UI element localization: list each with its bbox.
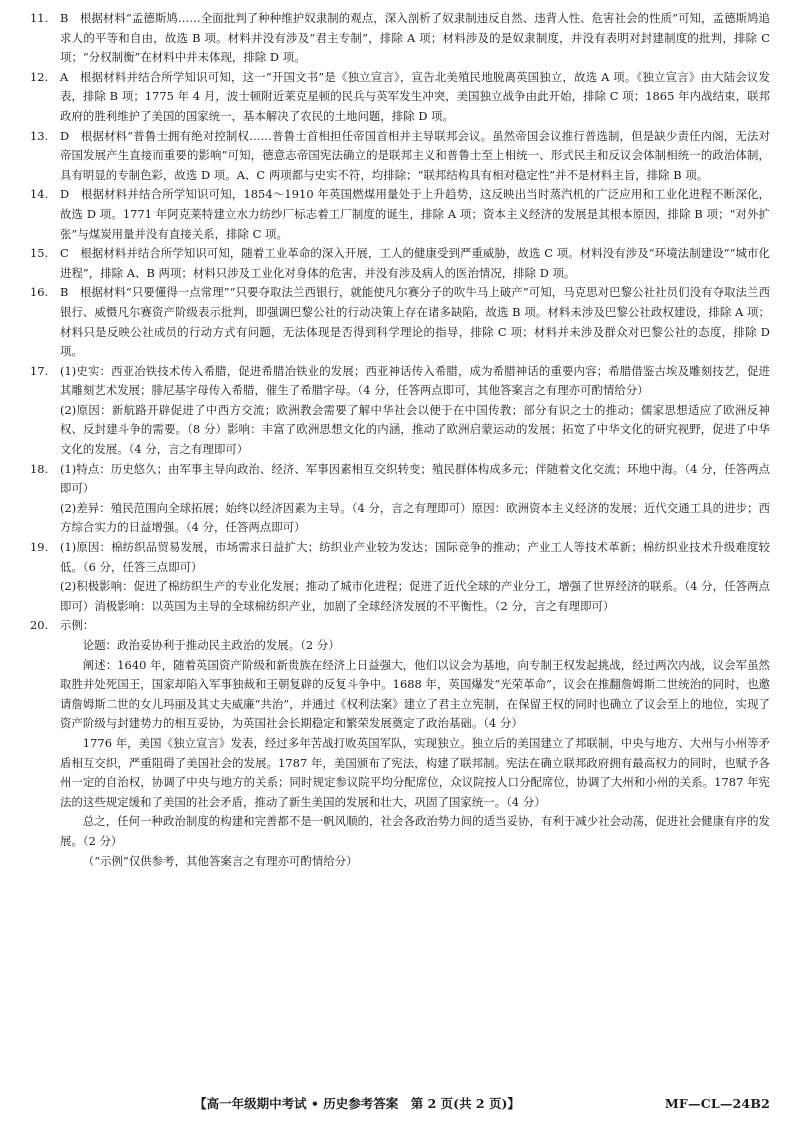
question-number: 17.: [30, 363, 49, 378]
answer-item-17: [30, 362, 770, 460]
page-footer: [0, 1094, 800, 1112]
question-number: 16.: [30, 285, 49, 300]
footer-code: MF—CL—24B2: [664, 1095, 770, 1111]
answer-text: [60, 9, 770, 68]
question-number: 19.: [30, 540, 49, 555]
answer-paragraph: (2)积极影响：促进了棉纺织生产的专业化发展；推动了城市化进程；促进了近代全球的产业分工，增强了世界经济的联系。（4 分，任答两点即可）消极影响：以英国为主导的全球棉纺织产业，加剧了全球经济发展的不平衡性。（2 分，言之有理即可）: [60, 579, 770, 613]
essay-paragraph: 1776 年，美国《独立宣言》发表，经过多年苦战打败英国军队，实现独立。独立后的美国建立了邦联制，中央与地方、大州与小州等矛盾相互交织，严重阻碍了美国社会的发展。1787 年，美国颁布了宪法，构建了联邦制。宪法在确立联邦政府拥有最高权力的同时，也赋予各州一定的自治权，协调了中央与地方的关系；同时规定参议院平均分配席位，众议院按人口分配席位，协调了大州和小州的关系。1787 年宪法的这些规定缓和了美国的社会矛盾，推动了新生美国的发展和壮大，巩固了国家统一。（4 分）: [60, 735, 770, 809]
answer-text: [60, 616, 770, 871]
answer-paragraph: (2)差异：殖民范围向全球拓展；始终以经济因素为主导。（4 分，言之有理即可）原因：欧洲资本主义经济的发展；近代交通工具的进步；西方综合实力的日益增强。（4 分，任答两点即可）: [60, 500, 770, 535]
answer-list: [30, 9, 770, 871]
answer-paragraph: D 根据材料并结合所学知识可知，1854～1910 年英国燃煤用量处于上升趋势，这反映出当时蒸汽机的广泛应用和工业化进程不断深化，故选 D 项。1771 年阿克莱特建立水力纺纱厂标志着工厂制度的诞生，排除 A 项；资本主义经济的发展是其根本原因，排除 B 项；“对外扩张”与煤炭用量并没有直接关系，排除 C 项。: [60, 187, 770, 241]
answer-item-15: [30, 244, 770, 283]
answer-item-11: [30, 9, 770, 68]
example-heading: 示例：: [60, 618, 95, 633]
essay-thesis: 论题：政治妥协利于推动民主政治的发展。（2 分）: [82, 638, 340, 652]
answer-paragraph: (1)特点：历史悠久；由军事主导向政治、经济、军事因素相互交织转变；殖民群体构成多元；伴随着文化交流；环地中海。（4 分，任答两点即可）: [60, 461, 770, 496]
answer-item-19: [30, 538, 770, 616]
question-number: 18.: [30, 461, 49, 476]
question-number: 15.: [30, 246, 49, 261]
question-number: 11.: [30, 11, 49, 25]
question-number: 20.: [30, 618, 49, 633]
answer-paragraph: D 根据材料“普鲁士拥有绝对控制权……普鲁士首相担任帝国首相并主导联邦会议。虽然帝国会议推行普选制，但是缺少责任内阁，无法对帝国发展产生直接而重要的影响”可知，德意志帝国宪法确立的是联邦主义和普鲁士至上相统一、形式民主和反议会体制相统一的政治体制，具有明显的专制色彩，故选 D 项。A、C 两项都与史实不符，均排除；“联邦结构具有相对稳定性”并不是材料主旨，排除 B 项。: [60, 128, 770, 182]
essay-paragraph: 阐述：1640 年，随着英国资产阶级和新贵族在经济上日益强大，他们以议会为基地，向专制王权发起挑战，经过两次内战，议会军虽然取胜并处死国王，国家却陷入军事独裁和王朝复辟的反复斗争中。1688 年，英国爆发“光荣革命”，议会在推翻詹姆斯二世统治的同时，也邀请詹姆斯二世的女儿玛丽及其丈夫威廉“共治”，并通过《权利法案》建立了君主立宪制，在保留王权的同时也确立了议会至上的地位，实现了资产阶级与封建势力的相互妥协，为英国社会长期稳定和繁荣发展奠定了政治基础。（4 分）: [60, 657, 770, 731]
answer-item-13: [30, 127, 770, 186]
question-number: 12.: [30, 69, 49, 84]
answer-item-18: [30, 460, 770, 538]
answer-text: [60, 362, 770, 460]
answer-text: [60, 127, 770, 186]
footer-title: 【高一年级期中考试 • 历史参考答案 第 2 页(共 2 页)】: [194, 1096, 520, 1111]
answer-item-20: [30, 616, 770, 871]
answer-item-16: [30, 283, 770, 361]
answer-paragraph: B 根据材料“只要懂得一点常理”“只要夺取法兰西银行，就能使凡尔赛分子的吹牛马上破产”可知，马克思对巴黎公社社员们没有夺取法兰西银行、威慑凡尔赛资产阶级表示批判，即强调巴黎公社的行动决策上存在诸多缺陷，故选 B 项。材料未涉及巴黎公社政权建设，排除 A 项；材料只是反映公社成员的行动方式有问题，无法体现是否得到科学理论的指导，排除 C 项；材料并未涉及群众对巴黎公社的态度，排除 D 项。: [60, 285, 770, 359]
example-note: （“示例”仅供参考，其他答案言之有理亦可酌情给分）: [82, 853, 358, 868]
answer-text: [60, 283, 770, 361]
answer-text: [60, 68, 770, 127]
answer-paragraph: A 根据材料并结合所学知识可知，这一“开国文书”是《独立宣言》，宣告北美殖民地脱离英国独立，故选 A 项。《独立宣言》由大陆会议发表，排除 B 项；1775 年 4 月，波士顿附近莱克星顿的民兵与英军发生冲突，美国独立战争由此开始，排除 C 项；1865 年内战结束，联邦政府的胜利维护了美国的国家统一，基本解决了农民的土地问题，排除 D 项。: [60, 69, 770, 123]
answer-text: [60, 538, 770, 616]
answer-paragraph: (1)原因：棉纺织品贸易发展，市场需求日益扩大；纺织业产业较为发达；国际竞争的推动；产业工人等技术革新；棉纺织业技术升级难度较低。（6 分，任答三点即可）: [60, 540, 770, 574]
question-number: 13.: [30, 128, 49, 143]
answer-paragraph: (2)原因：新航路开辟促进了中西方交流；欧洲教会需要了解中华社会以便于在中国传教；部分有识之士的推动；儒家思想适应了欧洲反神权、反封建斗争的需要。（8 分）影响：丰富了欧洲思想文化的内涵，推动了欧洲启蒙运动的发展；拓宽了中华文化的研究视野，促进了中华文化的发展。（4 分，言之有理即可）: [60, 402, 770, 457]
answer-item-14: [30, 185, 770, 244]
answer-paragraph: B 根据材料“孟德斯鸠……全面批判了种种维护奴隶制的观点，深入剖析了奴隶制违反自然、违背人性、危害社会的性质”可知，孟德斯鸠追求人的平等和自由，故选 B 项。材料并没有涉及“君主专制”，排除 A 项；材料涉及的是奴隶制度，并没有表明对封建制度的批判，排除 C 项；“分权制衡”在材料中并未体现，排除 D 项。: [60, 11, 770, 65]
answer-text: [60, 244, 770, 283]
answer-item-12: [30, 68, 770, 127]
answer-text: [60, 185, 770, 244]
answer-text: [60, 460, 770, 538]
answer-paragraph: (1)史实：西亚冶铁技术传入希腊，促进希腊冶铁业的发展；西亚神话传入希腊，成为希腊神话的重要内容；希腊借鉴古埃及雕刻技艺，促进其雕刻艺术发展；腓尼基字母传入希腊，催生了希腊字母。（4 分，任答两点即可，其他答案言之有理亦可酌情给分）: [60, 363, 770, 398]
answer-paragraph: C 根据材料并结合所学知识可知，随着工业革命的深入开展，工人的健康受到严重威胁，故选 C 项。材料没有涉及“环境法制建设”“城市化进程”，排除 A、B 两项；材料只涉及工业化对身体的危害，并没有涉及病人的医治情况，排除 D 项。: [60, 246, 770, 280]
question-number: 14.: [30, 187, 49, 202]
essay-conclusion: 总之，任何一种政治制度的构建和完善都不是一帆风顺的，社会各政治势力间的适当妥协，有利于减少社会动荡，促进社会健康有序的发展。（2 分）: [60, 814, 770, 848]
